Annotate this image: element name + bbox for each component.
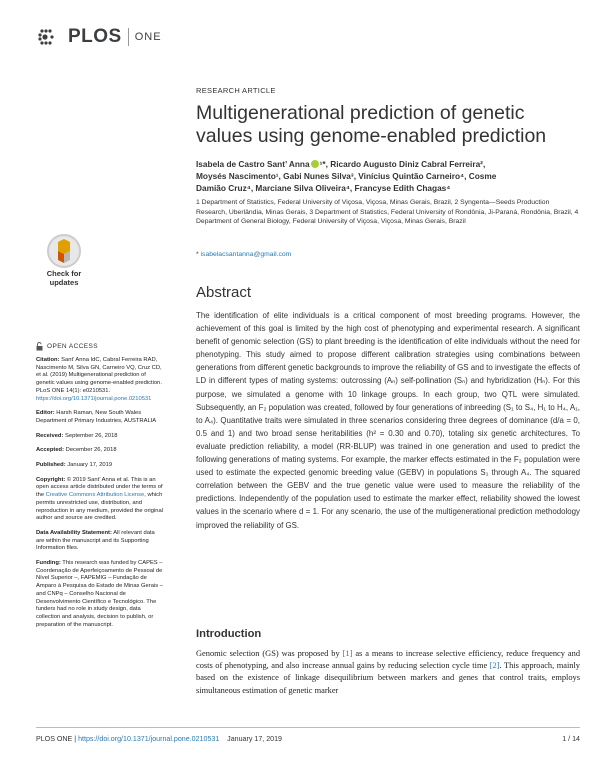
reference-2-link[interactable]: [2] xyxy=(489,661,500,671)
check-updates-line1: Check for xyxy=(46,269,82,278)
logo-divider xyxy=(128,28,129,46)
journal-name: PLOS xyxy=(68,26,122,47)
journal-suffix: ONE xyxy=(134,31,162,43)
abstract-heading: Abstract xyxy=(196,284,252,301)
author-first: Isabela de Castro Sant’ Anna xyxy=(196,159,310,169)
reference-1-link[interactable]: [1] xyxy=(342,649,353,658)
published-date: Published: January 17, 2019 xyxy=(36,462,113,469)
footer-date: January 17, 2019 xyxy=(227,735,282,743)
editor: Editor: Harsh Raman, New South Wales Department of Primary Industries, AUSTRALIA xyxy=(36,410,157,424)
check-updates-line2: updates xyxy=(49,277,79,287)
author-list xyxy=(196,158,576,194)
author-line-1: ¹*, Ricardo Augusto Diniz Cabral Ferreira², xyxy=(319,159,486,169)
orcid-icon[interactable] xyxy=(311,160,319,168)
corresponding-email: * isabelacsantanna@gmail.com xyxy=(196,251,292,258)
copyright: Copyright: © 2019 Sant’ Anna et al. This is an open access article distributed under the terms of the Creative Commons Attribution License, which permits unrestricted use, distribution, and reproduction in any medium, provided the original author and source are credited. xyxy=(36,476,163,522)
citation-doi-link[interactable]: https://doi.org/10.1371/journal.pone.0210531 xyxy=(36,395,152,402)
article-info-sidebar xyxy=(36,342,164,636)
article-type: RESEARCH ARTICLE xyxy=(196,86,276,95)
author-line-2: Moysés Nascimento¹, Gabi Nunes Silva³, Vinícius Quintão Carneiro⁴, Cosme xyxy=(196,171,497,181)
email-link[interactable]: isabelacsantanna@gmail.com xyxy=(200,251,292,258)
received-date: Received: September 26, 2018 xyxy=(36,432,118,439)
open-access-label: OPEN ACCESS xyxy=(36,342,164,351)
introduction-text: Genomic selection (GS) was proposed by [1] as a means to increase selective efficiency, reduce frequency and costs of phenotyping, and also increase annual gains by reducing selection cycle time [2]. This approach, mainly based on the existence of linkage disequilibrium between markers and genes that control traits, employs simultaneous estimation of genetic marker xyxy=(196,649,581,695)
citation: Citation: Sant’ Anna IdC, Cabral Ferreira RAD, Nascimento M, Silva GN, Carneiro VQ, Cruz CD, et al. (2019) Multigenerational prediction of genetic values using genome-enabled prediction. PLoS ONE 14(1): e0210531. https://doi.org/10.1371/journal.pone.0210531 xyxy=(36,357,163,402)
plos-dots-icon xyxy=(36,27,66,47)
footer-journal: PLOS ONE xyxy=(36,735,73,743)
author-line-3: Damião Cruz⁴, Marciane Silva Oliveira⁴, Francyse Edith Chagas⁴ xyxy=(196,183,451,193)
abstract-text: The identification of elite individuals is a critical component of most breeding programs. However, the achievement of this goal is limited by the high cost of phenotyping and experimental research. A significant benefit of genomic selection (GS) to plant breeding is the identification of elite individuals without the need for phenotyping. This study aimed to propose different calibration strategies using combinations between generations from different genetic backgrounds to improve the reliability of GS and to investigate the effects of LD in different types of mating systems: outcrossing (Aₙ) self-pollination (Sₙ) and hybridization (Hₙ). For this purpose, we simulated a genome with 10 linkage groups. In each group, two QTL were simulated. Subsequently, an F₂ population was created, followed by four generations of inbreeding (S₁ to S₄, H₁ to H₄, A₁, to A₄). Quantitative traits were simulated in three scenarios considering three degrees of dominance (d/a = 0, 0.5 and 1) and two broad sense heritabilities (h² = 0.30 and 0.70), totaling six genetic architectures. To evaluate prediction reliability, a model (RR-BLUP) was trained in one generation and used to predict the following generations of mating systems. For example, the marker effects estimated in the F₂ population were used to estimate the expected genomic breeding value (GEBV) in populations S₁ through A₄. The squared correlation between the GEBV and the true genetic value were used to measure the reliability of the predictions. Independently of the population used to estimate the marker effect, reliability showed the lowest values in the scenario where d = 1. For any scenario, the use of the multigenerational prediction methodology improved the reliability of GS. xyxy=(196,311,580,530)
data-availability: Data Availability Statement: All relevant data are within the manuscript and its Supporting Information files. xyxy=(36,529,155,552)
footer-divider xyxy=(36,727,580,728)
check-updates-icon xyxy=(47,234,81,268)
accepted-date: Accepted: December 26, 2018 xyxy=(36,447,117,454)
license-link[interactable]: Creative Commons Attribution License xyxy=(45,492,145,499)
check-for-updates-badge[interactable] xyxy=(40,234,88,292)
article-title: Multigenerational prediction of genetic values using genome-enabled prediction xyxy=(196,102,547,147)
page-footer: PLOS ONE | https://doi.org/10.1371/journal.pone.0210531 January 17, 2019 1 / 14 xyxy=(36,735,580,743)
introduction-heading: Introduction xyxy=(196,628,262,640)
open-lock-icon xyxy=(36,342,43,351)
page-number: 1 / 14 xyxy=(562,735,580,743)
footer-doi-link[interactable]: https://doi.org/10.1371/journal.pone.0210531 xyxy=(78,735,220,743)
affiliations: 1 Department of Statistics, Federal University of Viçosa, Viçosa, Minas Gerais, Brazil, 2 Syngenta—Seeds Production Research, Uberlândia, Minas Gerais, 3 Department of Statistics, Federal University of Rondônia, Ji-Paraná, Rondônia, Brazil, 4 Department of General Biology, Federal University of Viçosa, Viçosa, Minas Gerais, Brazil xyxy=(196,199,579,226)
journal-logo xyxy=(36,26,162,48)
funding: Funding: This research was funded by CAPES – Coordenação de Aperfeiçoamento de Pessoal de Nível Superior –, FAPEMIG – Fundação de Amparo à Pesquisa do Estado de Minas Gerais – and CNPq – Conselho Nacional de Desenvolvimento Científico e Tecnológico. The funders had no role in study design, data collection and analysis, decision to publish, or preparation of the manuscript. xyxy=(36,560,163,628)
